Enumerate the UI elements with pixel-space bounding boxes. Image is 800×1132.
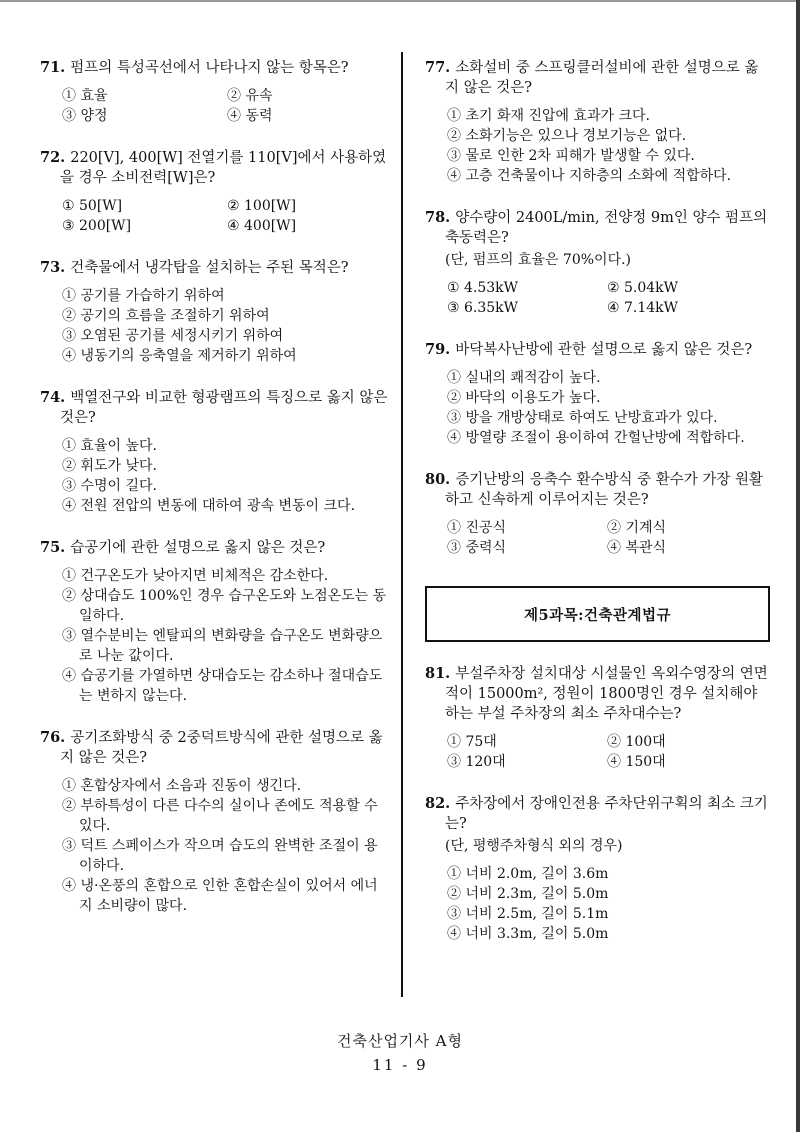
option-4[interactable]: ④ 습공기를 가열하면 상대습도는 감소하나 절대습도는 변하지 않는다. xyxy=(62,668,383,704)
question-stem xyxy=(425,664,770,724)
question-text: 양수량이 2400L/min, 전양정 9m인 양수 펌프의 축동력은? xyxy=(445,210,768,246)
question-text: 백열전구와 비교한 형광램프의 특징으로 옳지 않은 것은? xyxy=(60,390,388,426)
column-divider xyxy=(401,52,403,997)
option-3[interactable]: ③ 오염된 공기를 세정시키기 위하여 xyxy=(62,328,284,344)
option-3[interactable]: ③ 200[W] xyxy=(62,218,132,234)
question-stem xyxy=(425,470,770,510)
question-number: 73. xyxy=(40,259,66,276)
option-4[interactable]: ④ 방열량 조절이 용이하여 간헐난방에 적합하다. xyxy=(447,430,745,446)
option-4[interactable]: ④ 7.14kW xyxy=(607,300,679,316)
question-number: 75. xyxy=(40,539,66,556)
question-number: 71. xyxy=(40,59,66,76)
option-2[interactable]: ② 너비 2.3m, 길이 5.0m xyxy=(447,886,609,902)
option-3[interactable]: ③ 덕트 스페이스가 작으며 습도의 완벽한 조절이 용이하다. xyxy=(62,838,378,874)
options-list xyxy=(40,436,390,516)
question-79 xyxy=(425,340,770,448)
option-3[interactable]: ③ 양정 xyxy=(62,108,108,124)
option-1[interactable]: ① 75대 xyxy=(447,734,497,750)
options-list xyxy=(425,368,770,448)
question-stem xyxy=(425,58,770,98)
question-stem xyxy=(40,58,390,78)
question-stem xyxy=(40,388,390,428)
question-stem xyxy=(425,208,770,248)
options-list xyxy=(425,106,770,186)
option-4[interactable]: ④ 복관식 xyxy=(607,540,667,556)
question-81 xyxy=(425,664,770,772)
question-text: 펌프의 특성곡선에서 나타나지 않는 항목은? xyxy=(70,60,349,76)
option-4[interactable]: ④ 동력 xyxy=(227,108,273,124)
question-number: 77. xyxy=(425,59,451,76)
options-list xyxy=(40,286,390,366)
option-4[interactable]: ④ 전원 전압의 변동에 대하여 광속 변동이 크다. xyxy=(62,498,356,514)
option-2[interactable]: ② 기계식 xyxy=(607,520,667,536)
right-column xyxy=(425,58,770,964)
option-1[interactable]: ① 초기 화재 진압에 효과가 크다. xyxy=(447,108,650,124)
option-3[interactable]: ③ 열수분비는 엔탈피의 변화량을 습구온도 변화량으로 나눈 값이다. xyxy=(62,628,383,664)
question-stem xyxy=(40,728,390,768)
option-2[interactable]: ② 휘도가 낮다. xyxy=(62,458,157,474)
question-text: 건축물에서 냉각탑을 설치하는 주된 목적은? xyxy=(70,260,349,276)
option-2[interactable]: ② 상대습도 100%인 경우 습구온도와 노점온도는 동일하다. xyxy=(62,588,387,624)
question-text: 습공기에 관한 설명으로 옳지 않은 것은? xyxy=(70,540,326,556)
question-stem xyxy=(40,258,390,278)
question-73 xyxy=(40,258,390,366)
option-1[interactable]: ① 혼합상자에서 소음과 진동이 생긴다. xyxy=(62,778,302,794)
option-1[interactable]: ① 50[W] xyxy=(62,198,123,214)
question-text: 220[V], 400[W] 전열기를 110[V]에서 사용하였을 경우 소비전력[W]은? xyxy=(60,150,387,186)
options-grid xyxy=(40,196,390,236)
question-text: 부설주차장 설치대상 시설물인 옥외수영장의 연면적이 15000m², 정원이 1800명인 경우 설치해야 하는 부설 주차장의 최소 주차대수는? xyxy=(445,666,768,722)
question-72 xyxy=(40,148,390,236)
section-header: 제5과목:건축관계법규 xyxy=(425,586,770,642)
option-1[interactable]: ① 건구온도가 낮아지면 비체적은 감소한다. xyxy=(62,568,329,584)
question-text: 소화설비 중 스프링클러설비에 관한 설명으로 옳지 않은 것은? xyxy=(445,60,759,96)
question-note: (단, 펌프의 효율은 70%이다.) xyxy=(445,252,632,268)
left-column xyxy=(40,58,390,936)
option-1[interactable]: ① 진공식 xyxy=(447,520,507,536)
options-grid xyxy=(425,518,770,558)
options-grid xyxy=(425,278,770,318)
option-3[interactable]: ③ 120대 xyxy=(447,754,506,770)
option-1[interactable]: ① 효율 xyxy=(62,88,108,104)
option-3[interactable]: ③ 방을 개방상태로 하여도 난방효과가 있다. xyxy=(447,410,718,426)
option-2[interactable]: ② 100[W] xyxy=(227,198,297,214)
option-4[interactable]: ④ 400[W] xyxy=(227,218,297,234)
option-2[interactable]: ② 100대 xyxy=(607,734,666,750)
option-2[interactable]: ② 공기의 흐름을 조절하기 위하여 xyxy=(62,308,270,324)
option-4[interactable]: ④ 냉동기의 응축열을 제거하기 위하여 xyxy=(62,348,297,364)
question-number: 82. xyxy=(425,795,451,812)
question-number: 74. xyxy=(40,389,66,406)
option-1[interactable]: ① 4.53kW xyxy=(447,280,519,296)
options-grid xyxy=(425,732,770,772)
question-number: 80. xyxy=(425,471,451,488)
page-right-edge xyxy=(796,0,800,1132)
option-2[interactable]: ② 5.04kW xyxy=(607,280,679,296)
question-71 xyxy=(40,58,390,126)
question-text: 증기난방의 응축수 환수방식 중 환수가 가장 원활하고 신속하게 이루어지는 것은? xyxy=(445,472,764,508)
question-number: 81. xyxy=(425,665,451,682)
option-4[interactable]: ④ 냉·온풍의 혼합으로 인한 혼합손실이 있어서 에너지 소비량이 많다. xyxy=(62,878,378,914)
option-2[interactable]: ② 유속 xyxy=(227,88,273,104)
option-3[interactable]: ③ 너비 2.5m, 길이 5.1m xyxy=(447,906,609,922)
question-74 xyxy=(40,388,390,516)
question-note: (단, 평행주차형식 외의 경우) xyxy=(445,838,623,854)
options-list xyxy=(40,566,390,706)
question-number: 76. xyxy=(40,729,66,746)
option-4[interactable]: ④ 고층 건축물이나 지하층의 소화에 적합하다. xyxy=(447,168,732,184)
question-77 xyxy=(425,58,770,186)
question-number: 78. xyxy=(425,209,451,226)
question-stem xyxy=(40,538,390,558)
question-text: 주차장에서 장애인전용 주차단위구획의 최소 크기는? xyxy=(445,796,768,832)
footer-page-number: 11 - 9 xyxy=(372,1056,428,1074)
question-stem xyxy=(40,148,390,188)
question-number: 79. xyxy=(425,341,451,358)
question-82 xyxy=(425,794,770,944)
option-1[interactable]: ① 공기를 가습하기 위하여 xyxy=(62,288,225,304)
question-text: 바닥복사난방에 관한 설명으로 옳지 않은 것은? xyxy=(455,342,753,358)
question-text: 공기조화방식 중 2중덕트방식에 관한 설명으로 옳지 않은 것은? xyxy=(60,730,383,766)
page-top-edge xyxy=(0,0,800,2)
option-3[interactable]: ③ 물로 인한 2차 피해가 발생할 수 있다. xyxy=(447,148,695,164)
option-3[interactable]: ③ 6.35kW xyxy=(447,300,519,316)
option-4[interactable]: ④ 너비 3.3m, 길이 5.0m xyxy=(447,926,609,942)
question-80 xyxy=(425,470,770,558)
option-3[interactable]: ③ 중력식 xyxy=(447,540,507,556)
option-1[interactable]: ① 효율이 높다. xyxy=(62,438,157,454)
question-stem xyxy=(425,340,770,360)
question-76 xyxy=(40,728,390,916)
options-list xyxy=(40,776,390,916)
option-2[interactable]: ② 부하특성이 다른 다수의 실이나 존에도 적용할 수 있다. xyxy=(62,798,378,834)
option-1[interactable]: ① 너비 2.0m, 길이 3.6m xyxy=(447,866,609,882)
options-list xyxy=(425,864,770,944)
question-75 xyxy=(40,538,390,706)
option-2[interactable]: ② 소화기능은 있으나 경보기능은 없다. xyxy=(447,128,687,144)
option-2[interactable]: ② 바닥의 이용도가 높다. xyxy=(447,390,601,406)
question-78 xyxy=(425,208,770,318)
option-3[interactable]: ③ 수명이 길다. xyxy=(62,478,157,494)
option-1[interactable]: ① 실내의 쾌적감이 높다. xyxy=(447,370,601,386)
footer-exam-title: 건축산업기사 A형 xyxy=(336,1032,464,1050)
question-stem xyxy=(425,794,770,834)
question-number: 72. xyxy=(40,149,66,166)
option-4[interactable]: ④ 150대 xyxy=(607,754,666,770)
options-grid xyxy=(40,86,390,126)
